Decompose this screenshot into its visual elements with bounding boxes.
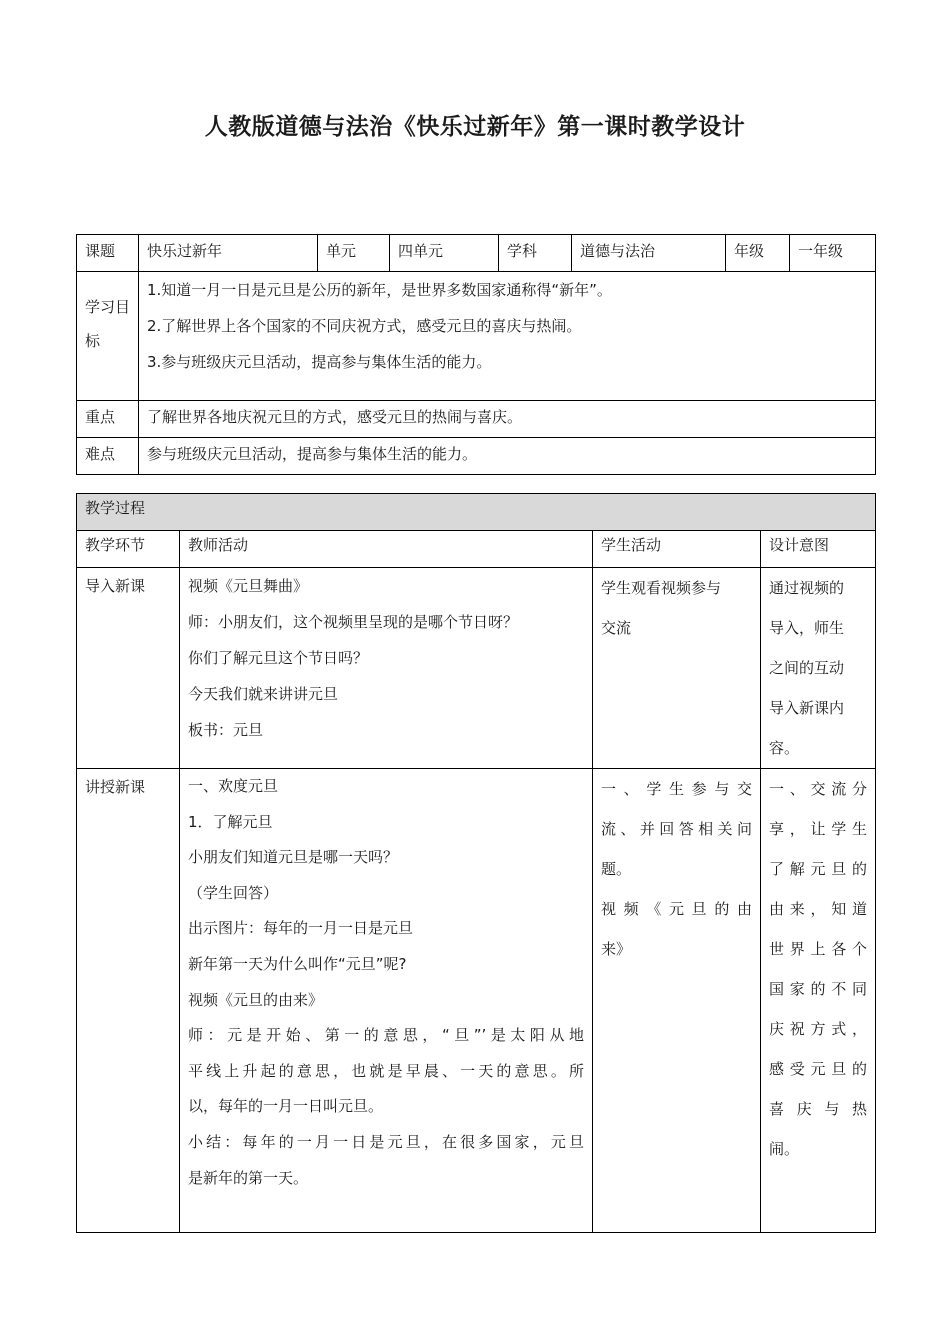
- key-value: 了解世界各地庆祝元旦的方式，感受元旦的热闹与喜庆。: [139, 401, 876, 438]
- topic-label: 课题: [77, 235, 139, 272]
- info-row-key: [77, 401, 876, 438]
- teacher-line: 小朋友们知道元旦是哪一天吗？: [188, 848, 399, 867]
- difficulty-label: 难点: [77, 438, 139, 475]
- stage-cell: 讲授新课: [77, 769, 180, 1233]
- process-table: [76, 493, 876, 1233]
- student-line: 学生观看视频参与: [601, 579, 722, 597]
- column-header: 学生活动: [593, 531, 761, 568]
- teacher-line: （学生回答）: [188, 883, 279, 902]
- teacher-line: 小结：每年的一月一日是元旦，在很多国家，元旦: [188, 1132, 584, 1151]
- design-line: 导入新课内: [769, 699, 845, 717]
- info-row-basic: [77, 235, 876, 272]
- design-line: 感受元旦的: [769, 1060, 868, 1078]
- teacher-line: 板书：元旦: [188, 721, 264, 739]
- unit-value: 四单元: [390, 235, 499, 272]
- design-line: 一、交流分: [769, 780, 868, 798]
- teacher-activity: [180, 568, 593, 769]
- unit-label: 单元: [318, 235, 390, 272]
- teacher-line: 新年第一天为什么叫作“元旦”呢?: [188, 954, 407, 973]
- teacher-line: 以，每年的一月一日叫元旦。: [188, 1097, 384, 1116]
- teacher-line: 师：小朋友们，这个视频里呈现的是哪个节日呀？: [188, 613, 519, 631]
- teacher-line: 一、欢度元旦: [188, 777, 279, 795]
- student-line: 来》: [601, 940, 632, 958]
- topic-value: 快乐过新年: [139, 235, 318, 272]
- goal-item: 3.参与班级庆元旦活动，提高参与集体生活的能力。: [147, 353, 492, 371]
- difficulty-value: 参与班级庆元旦活动，提高参与集体生活的能力。: [139, 438, 876, 475]
- process-header: 教学过程: [77, 494, 876, 531]
- design-line: 之间的互动: [769, 659, 845, 677]
- design-line: 了解元旦的: [769, 860, 868, 878]
- design-line: 闹。: [769, 1140, 800, 1158]
- student-activity: [593, 568, 761, 769]
- column-header: 教师活动: [180, 531, 593, 568]
- column-header-row: [77, 531, 876, 568]
- teacher-line: 师：元是开始、第一的意思，“旦”’是太阳从地: [188, 1026, 584, 1045]
- column-header: 设计意图: [761, 531, 876, 568]
- info-table: [76, 234, 876, 475]
- subject-value: 道德与法治: [572, 235, 726, 272]
- design-line: 由来，知道: [769, 900, 868, 918]
- teacher-line: 你们了解元旦这个节日吗？: [188, 649, 369, 667]
- student-line: 交流: [601, 619, 632, 637]
- design-line: 通过视频的: [769, 579, 845, 597]
- process-row-new-lesson: [77, 769, 876, 1233]
- process-header-row: [77, 494, 876, 531]
- design-line: 导入，师生: [769, 619, 845, 637]
- teacher-line: 今天我们就来讲讲元旦: [188, 685, 339, 703]
- goal-item: 2.了解世界上各个国家的不同庆祝方式，感受元旦的喜庆与热闹。: [147, 317, 582, 335]
- design-line: 世界上各个: [769, 940, 868, 958]
- design-line: 国家的不同: [769, 980, 868, 998]
- teacher-line: 视频《元旦的由来》: [188, 990, 324, 1009]
- stage-cell: 导入新课: [77, 568, 180, 769]
- design-intent: [761, 769, 876, 1233]
- teacher-line: 平线上升起的意思，也就是早晨、一天的意思。所: [188, 1061, 584, 1080]
- goal-item: 1.知道一月一日是元旦是公历的新年，是世界多数国家通称得“新年”。: [147, 281, 612, 299]
- column-header: 教学环节: [77, 531, 180, 568]
- design-line: 容。: [769, 739, 800, 757]
- design-line: 喜庆与热: [769, 1100, 868, 1118]
- student-activity: [593, 769, 761, 1233]
- goals-cell: [139, 272, 876, 401]
- design-line: 庆祝方式，: [769, 1020, 868, 1038]
- teacher-line: 1．了解元旦: [188, 812, 273, 831]
- page-title: 人教版道德与法治《快乐过新年》第一课时教学设计: [204, 113, 746, 140]
- grade-value: 一年级: [790, 235, 876, 272]
- student-line: 一、学生参与交: [601, 780, 752, 798]
- design-intent: [761, 568, 876, 769]
- info-row-goals: [77, 272, 876, 401]
- goals-label: 学习目标: [77, 272, 139, 401]
- teacher-line: 出示图片：每年的一月一日是元旦: [188, 919, 414, 938]
- info-row-difficulty: [77, 438, 876, 475]
- teacher-line: 是新年的第一天。: [188, 1168, 309, 1187]
- process-row-intro: [77, 568, 876, 769]
- student-line: 流、并回答相关问: [601, 820, 752, 838]
- student-line: 题。: [601, 860, 632, 878]
- student-line: 视频《元旦的由: [601, 900, 752, 918]
- design-line: 享，让学生: [769, 820, 868, 838]
- key-label: 重点: [77, 401, 139, 438]
- teacher-line: 视频《元旦舞曲》: [188, 577, 309, 595]
- teacher-activity: [180, 769, 593, 1233]
- grade-label: 年级: [726, 235, 790, 272]
- subject-label: 学科: [499, 235, 572, 272]
